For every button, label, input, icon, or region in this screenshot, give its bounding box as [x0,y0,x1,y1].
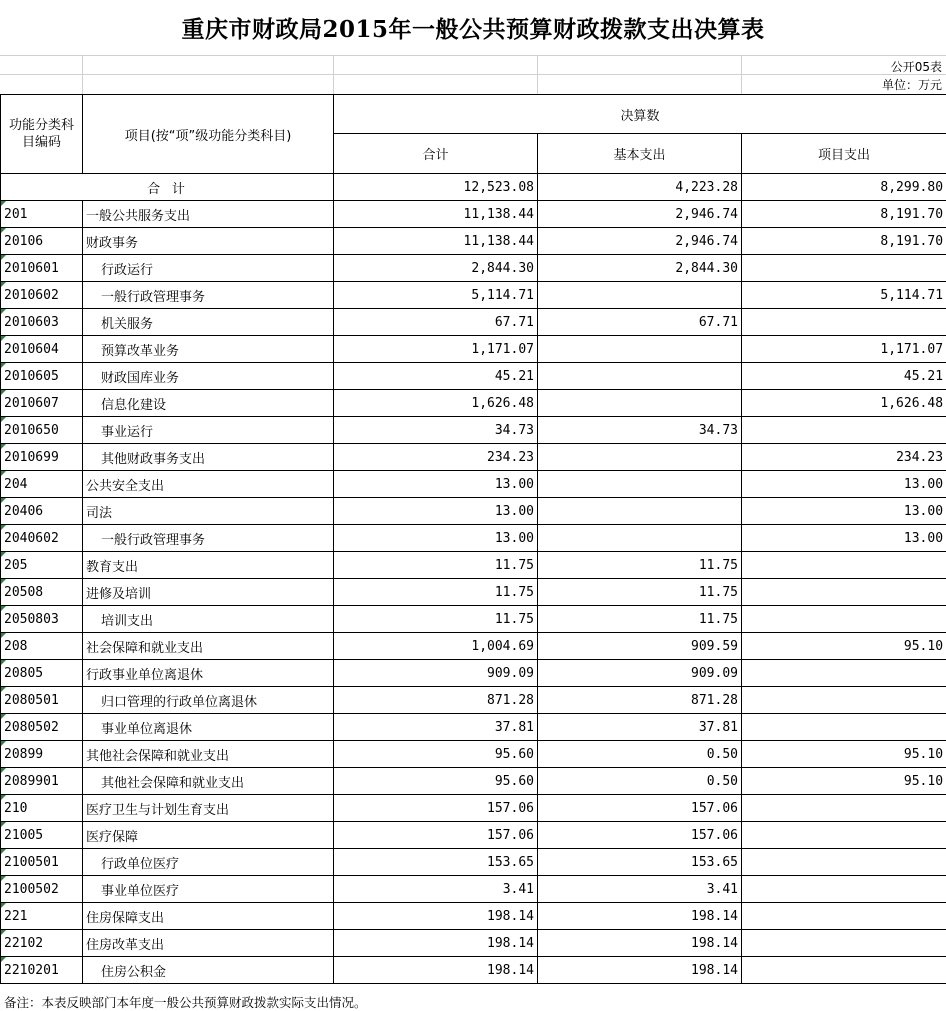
row-basic [538,444,742,471]
row-project [742,930,946,957]
row-item-name: 医疗卫生与计划生育支出 [83,795,334,822]
row-item-name: 一般行政管理事务 [83,282,334,309]
row-basic: 34.73 [538,417,742,444]
table-row [1,309,946,336]
row-project [742,606,946,633]
row-code: 208 [1,633,83,660]
row-basic [538,471,742,498]
row-project: 95.10 [742,633,946,660]
row-code: 20805 [1,660,83,687]
row-total: 13.00 [334,471,538,498]
total-label: 合 计 [1,174,334,201]
row-total: 11,138.44 [334,201,538,228]
row-total: 2,844.30 [334,255,538,282]
row-item-name: 预算改革业务 [83,336,334,363]
table-row [1,849,946,876]
row-project: 8,191.70 [742,228,946,255]
row-total: 157.06 [334,795,538,822]
row-total: 3.41 [334,876,538,903]
row-item-name: 归口管理的行政单位离退休 [83,687,334,714]
row-code: 221 [1,903,83,930]
table-row [1,282,946,309]
row-item-name: 其他社会保障和就业支出 [83,768,334,795]
total-row [1,174,946,201]
row-total: 67.71 [334,309,538,336]
table-row [1,363,946,390]
row-basic: 2,946.74 [538,228,742,255]
row-basic [538,525,742,552]
header-group: 决算数 [334,95,946,134]
row-item-name: 事业单位医疗 [83,876,334,903]
row-item-name: 一般公共服务支出 [83,201,334,228]
row-project: 5,114.71 [742,282,946,309]
row-code: 2100501 [1,849,83,876]
table-row [1,444,946,471]
row-code: 2210201 [1,957,83,984]
row-project: 95.10 [742,768,946,795]
total-project: 8,299.80 [742,174,946,201]
row-total: 11.75 [334,552,538,579]
row-code: 22102 [1,930,83,957]
row-basic: 909.59 [538,633,742,660]
table-row [1,525,946,552]
row-basic: 157.06 [538,822,742,849]
row-project [742,714,946,741]
row-basic: 153.65 [538,849,742,876]
row-item-name: 教育支出 [83,552,334,579]
row-project [742,795,946,822]
row-basic: 157.06 [538,795,742,822]
row-code: 2050803 [1,606,83,633]
row-total: 198.14 [334,930,538,957]
table-row [1,336,946,363]
row-basic: 11.75 [538,606,742,633]
row-basic: 198.14 [538,957,742,984]
row-project [742,822,946,849]
row-item-name: 财政事务 [83,228,334,255]
row-basic: 909.09 [538,660,742,687]
row-code: 21005 [1,822,83,849]
grid-line [537,55,538,94]
grid-line [0,55,946,56]
row-code: 2010650 [1,417,83,444]
row-project: 45.21 [742,363,946,390]
row-project: 8,191.70 [742,201,946,228]
row-basic: 67.71 [538,309,742,336]
grid-line [82,55,83,94]
row-project: 13.00 [742,498,946,525]
row-item-name: 一般行政管理事务 [83,525,334,552]
row-total: 1,004.69 [334,633,538,660]
table-row [1,714,946,741]
row-code: 2010603 [1,309,83,336]
row-project [742,309,946,336]
row-code: 20899 [1,741,83,768]
row-basic: 37.81 [538,714,742,741]
table-row [1,255,946,282]
row-project [742,687,946,714]
row-code: 2010607 [1,390,83,417]
row-project: 1,171.07 [742,336,946,363]
header-total: 合计 [334,134,538,174]
table-row [1,957,946,984]
row-basic [538,282,742,309]
row-code: 2010601 [1,255,83,282]
table-row [1,498,946,525]
table-row [1,876,946,903]
row-basic [538,363,742,390]
row-item-name: 司法 [83,498,334,525]
footnote: 备注：本表反映部门本年度一般公共预算财政拨款实际支出情况。 [4,995,367,1010]
row-code: 2080501 [1,687,83,714]
row-item-name: 进修及培训 [83,579,334,606]
row-total: 153.65 [334,849,538,876]
table-row [1,687,946,714]
header-project: 项目支出 [742,134,946,174]
table-row [1,606,946,633]
row-total: 95.60 [334,741,538,768]
row-project [742,876,946,903]
row-total: 234.23 [334,444,538,471]
row-code: 2010699 [1,444,83,471]
table-row [1,660,946,687]
row-total: 5,114.71 [334,282,538,309]
total-sum: 12,523.08 [334,174,538,201]
row-total: 157.06 [334,822,538,849]
row-code: 2010605 [1,363,83,390]
row-basic: 871.28 [538,687,742,714]
row-project [742,255,946,282]
row-item-name: 事业运行 [83,417,334,444]
row-item-name: 其他财政事务支出 [83,444,334,471]
row-code: 2010602 [1,282,83,309]
table-row [1,768,946,795]
row-project [742,903,946,930]
row-project: 1,626.48 [742,390,946,417]
row-total: 11.75 [334,579,538,606]
row-total: 1,626.48 [334,390,538,417]
row-item-name: 医疗保障 [83,822,334,849]
grid-line [741,55,742,94]
row-basic: 11.75 [538,579,742,606]
row-item-name: 住房改革支出 [83,930,334,957]
row-item-name: 信息化建设 [83,390,334,417]
row-code: 2080502 [1,714,83,741]
row-total: 11.75 [334,606,538,633]
table-row [1,201,946,228]
row-total: 37.81 [334,714,538,741]
row-item-name: 事业单位离退休 [83,714,334,741]
row-code: 2040602 [1,525,83,552]
row-total: 198.14 [334,957,538,984]
table-row [1,390,946,417]
row-total: 198.14 [334,903,538,930]
row-project: 13.00 [742,471,946,498]
row-basic: 2,844.30 [538,255,742,282]
grid-line [333,55,334,94]
row-project [742,660,946,687]
table-row [1,552,946,579]
row-code: 201 [1,201,83,228]
row-item-name: 行政运行 [83,255,334,282]
row-total: 13.00 [334,498,538,525]
row-code: 205 [1,552,83,579]
table-row [1,579,946,606]
row-project [742,417,946,444]
unit-label: 单位：万元 [881,78,942,92]
row-project [742,957,946,984]
row-basic: 0.50 [538,768,742,795]
row-item-name: 财政国库业务 [83,363,334,390]
total-basic: 4,223.28 [538,174,742,201]
row-project: 234.23 [742,444,946,471]
header-row [1,95,946,134]
row-project [742,552,946,579]
row-basic: 0.50 [538,741,742,768]
row-project: 95.10 [742,741,946,768]
header-item: 项目(按“项”级功能分类科目) [83,95,334,174]
row-basic: 198.14 [538,903,742,930]
header-basic: 基本支出 [538,134,742,174]
row-basic [538,336,742,363]
row-code: 2100502 [1,876,83,903]
row-basic: 198.14 [538,930,742,957]
table-row [1,741,946,768]
row-item-name: 其他社会保障和就业支出 [83,741,334,768]
budget-table [0,94,946,984]
header-code: 功能分类科目编码 [1,95,83,174]
table-row [1,822,946,849]
row-item-name: 机关服务 [83,309,334,336]
row-code: 210 [1,795,83,822]
row-project: 13.00 [742,525,946,552]
row-project [742,849,946,876]
row-item-name: 住房保障支出 [83,903,334,930]
row-basic: 2,946.74 [538,201,742,228]
row-project [742,579,946,606]
row-item-name: 行政单位医疗 [83,849,334,876]
row-item-name: 行政事业单位离退休 [83,660,334,687]
row-total: 871.28 [334,687,538,714]
table-row [1,228,946,255]
grid-line [0,74,946,75]
table-row [1,417,946,444]
row-code: 2089901 [1,768,83,795]
table-row [1,471,946,498]
row-code: 20106 [1,228,83,255]
row-total: 34.73 [334,417,538,444]
table-row [1,795,946,822]
row-basic [538,498,742,525]
row-item-name: 培训支出 [83,606,334,633]
row-total: 11,138.44 [334,228,538,255]
row-basic: 11.75 [538,552,742,579]
row-basic [538,390,742,417]
row-item-name: 公共安全支出 [83,471,334,498]
row-code: 20406 [1,498,83,525]
page-title: 重庆市财政局2015年一般公共预算财政拨款支出决算表 [181,16,765,43]
row-total: 1,171.07 [334,336,538,363]
table-row [1,903,946,930]
row-code: 2010604 [1,336,83,363]
row-code: 204 [1,471,83,498]
row-total: 95.60 [334,768,538,795]
row-basic: 3.41 [538,876,742,903]
table-row [1,930,946,957]
form-number: 公开05表 [890,60,942,74]
row-total: 13.00 [334,525,538,552]
row-total: 45.21 [334,363,538,390]
row-item-name: 住房公积金 [83,957,334,984]
row-code: 20508 [1,579,83,606]
row-item-name: 社会保障和就业支出 [83,633,334,660]
table-row [1,633,946,660]
row-total: 909.09 [334,660,538,687]
